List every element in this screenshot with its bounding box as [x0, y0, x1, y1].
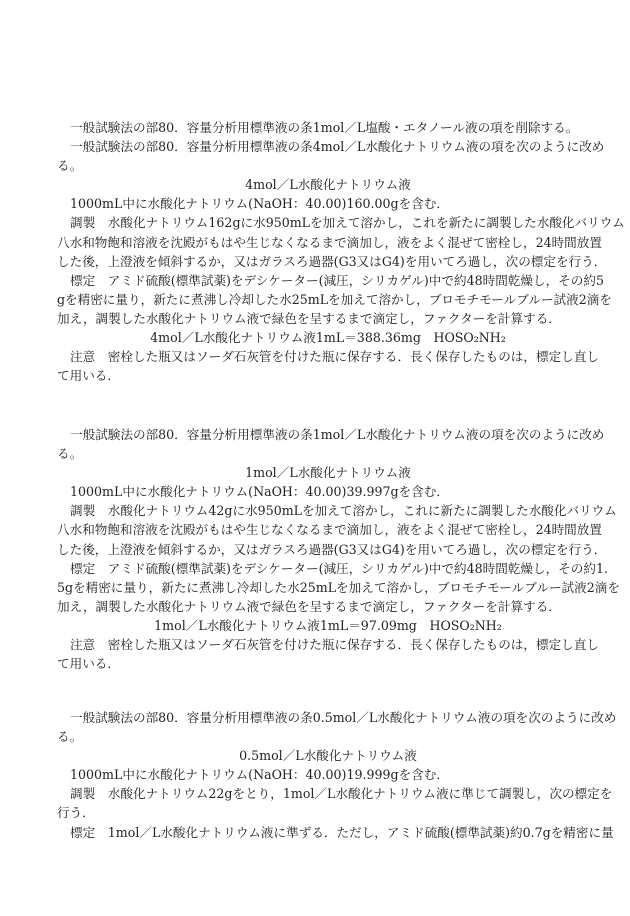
text-line: 1000mL中に水酸化ナトリウム(NaOH：40.00)160.00gを含む． — [70, 196, 449, 212]
text-line: 1000mL中に水酸化ナトリウム(NaOH：40.00)19.999gを含む． — [70, 767, 449, 783]
text-line: る。 — [57, 158, 83, 174]
text-line: る。 — [57, 729, 83, 745]
text-line: 1000mL中に水酸化ナトリウム(NaOH：40.00)39.997gを含む． — [70, 484, 449, 500]
text-line: 標定 アミド硫酸(標準試薬)をデシケーター(減圧，シリカゲル)中で約48時間乾燥し，その約5 — [70, 272, 604, 288]
section-0-5mol-naoh — [57, 708, 617, 842]
text-line: て用いる． — [57, 368, 120, 384]
text-line: した後，上澄液を傾斜するか，又はガラスろ過器(G3又はG4)を用いてろ過し，次の標定を行う． — [57, 253, 607, 269]
section-4mol-naoh — [57, 118, 625, 385]
text-line: 注意 密栓した瓶又はソーダ石灰管を付けた瓶に保存する．長く保存したものは，標定し直し — [70, 349, 599, 365]
section-1mol-naoh — [57, 425, 620, 673]
text-line: 注意 密栓した瓶又はソーダ石灰管を付けた瓶に保存する．長く保存したものは，標定し直し — [70, 637, 599, 653]
text-line: る。 — [57, 446, 83, 462]
text-line: した後，上澄液を傾斜するか，又はガラスろ過器(G3又はG4)を用いてろ過し，次の標定を行う． — [57, 541, 607, 557]
formula-heading: 4mol／L水酸化ナトリウム液 — [245, 177, 411, 193]
text-line: 八水和物飽和溶液を沈殿がもはや生じなくなるまで滴加し，液をよく混ぜて密栓し，24時間放置 — [57, 522, 602, 538]
formula-heading: 1mol／L水酸化ナトリウム液1mL＝97.09mg HOSO₂NH₂ — [154, 617, 502, 633]
text-line: 調製 水酸化ナトリウム22gをとり，1mol／L水酸化ナトリウム液に準じて調製し，次の標定を — [70, 786, 613, 802]
text-line: 5gを精密に量り，新たに煮沸し冷却した水25mLを加えて溶かし，ブロモチモールブルー試液2滴を — [57, 579, 620, 595]
text-line: 標定 アミド硫酸(標準試薬)をデシケーター(減圧，シリカゲル)中で約48時間乾燥し，その約1. — [70, 560, 608, 576]
text-line: 一般試験法の部80．容量分析用標準液の条0.5mol／L水酸化ナトリウム液の項を次のように改め — [70, 710, 617, 725]
text-line: 八水和物飽和溶液を沈殿がもはや生じなくなるまで滴加し，液をよく混ぜて密栓し，24時間放置 — [57, 234, 602, 250]
text-line: 加え，調製した水酸化ナトリウム液で緑色を呈するまで滴定し，ファクターを計算する． — [57, 598, 561, 614]
text-line: 加え，調製した水酸化ナトリウム液で緑色を呈するまで滴定し，ファクターを計算する． — [57, 310, 561, 326]
text-line: 調製 水酸化ナトリウム162gに水950mLを加えて溶かし，これを新たに調製した水酸化バリウム — [70, 215, 625, 231]
text-line: て用いる． — [57, 656, 120, 672]
formula-heading: 4mol／L水酸化ナトリウム液1mL＝388.36mg HOSO₂NH₂ — [150, 330, 506, 346]
text-line: 一般試験法の部80．容量分析用標準液の条1mol／L塩酸・エタノール液の項を削除する。 — [70, 120, 579, 135]
formula-heading: 1mol／L水酸化ナトリウム液 — [245, 465, 411, 481]
formula-heading: 0.5mol／L水酸化ナトリウム液 — [239, 748, 417, 764]
text-line: 一般試験法の部80．容量分析用標準液の条1mol／L水酸化ナトリウム液の項を次のように改め — [70, 427, 605, 442]
text-line: 行う． — [57, 805, 95, 821]
text-line: gを精密に量り，新たに煮沸し冷却した水25mLを加えて溶かし，ブロモチモールブルー試液2滴を — [57, 291, 612, 307]
text-line: 一般試験法の部80．容量分析用標準液の条4mol／L水酸化ナトリウム液の項を次のように改め — [70, 139, 605, 155]
text-line: 標定 1mol／L水酸化ナトリウム液に準ずる．ただし，アミド硫酸(標準試薬)約0.7gを精密に量 — [70, 824, 614, 840]
text-line: 調製 水酸化ナトリウム42gに水950mLを加えて溶かし，これに新たに調製した水酸化バリウム — [70, 503, 617, 519]
